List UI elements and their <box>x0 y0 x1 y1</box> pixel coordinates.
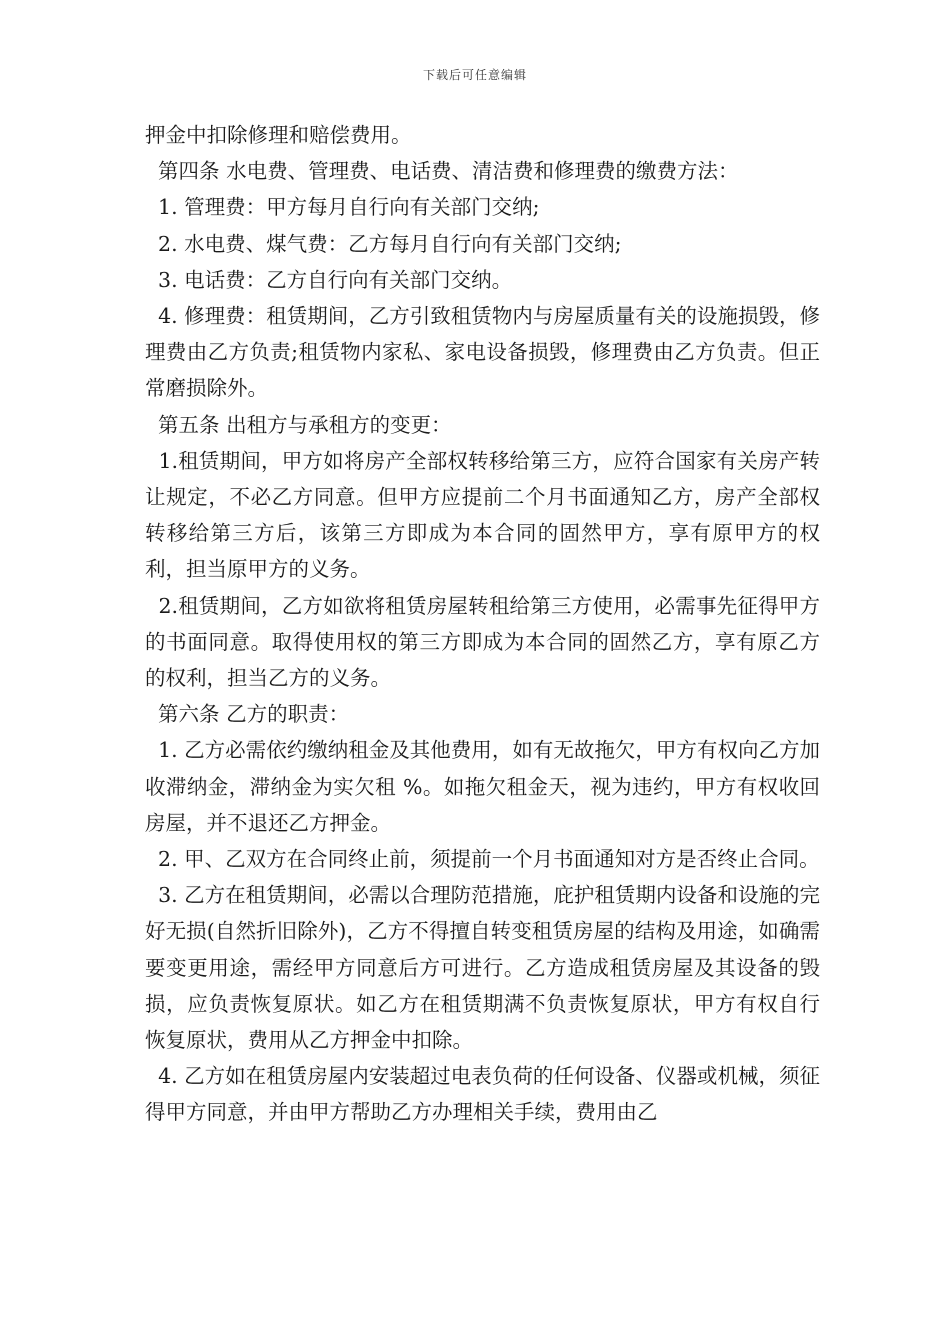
paragraph: 4. 修理费：租赁期间，乙方引致租赁物内与房屋质量有关的设施损毁，修理费由乙方负责;租赁物内家私、家电设备损毁，修理费由乙方负责。但正常磨损除外。 <box>145 304 820 401</box>
paragraph: 2. 水电费、煤气费：乙方每月自行向有关部门交纳; <box>145 231 622 256</box>
paragraph: 1.租赁期间，甲方如将房产全部权转移给第三方，应符合国家有关房产转让规定，不必乙方同意。但甲方应提前二个月书面通知乙方，房产全部权转移给第三方后，该第三方即成为本合同的固然甲方，享有原甲方的权利，担当原甲方的义务。 <box>145 448 820 582</box>
page-header: 下载后可任意编辑 <box>422 68 527 82</box>
article-heading: 第六条 乙方的职责： <box>145 702 350 727</box>
paragraph: 3. 乙方在租赁期间，必需以合理防范措施，庇护租赁期内设备和设施的完好无损(自然折旧除外)，乙方不得擅自转变租赁房屋的结构及用途，如确需要变更用途，需经甲方同意后方可进行。乙方造成租赁房屋及其设备的毁损，应负责恢复原状。如乙方在租赁期满不负责恢复原状，甲方有权自行恢复原状，费用从乙方押金中扣除。 <box>145 883 820 1053</box>
article-heading: 第五条 出租方与承租方的变更： <box>145 412 452 437</box>
article-heading: 第四条 水电费、管理费、电话费、清洁费和修理费的缴费方法： <box>145 159 739 184</box>
paragraph: 2.租赁期间，乙方如欲将租赁房屋转租给第三方使用，必需事先征得甲方的书面同意。取得使用权的第三方即成为本合同的固然乙方，享有原乙方的权利，担当乙方的义务。 <box>145 593 820 691</box>
document-body <box>145 117 820 1131</box>
paragraph: 2. 甲、乙双方在合同终止前，须提前一个月书面通知对方是否终止合同。 <box>145 847 820 872</box>
paragraph: 1. 乙方必需依约缴纳租金及其他费用，如有无故拖欠，甲方有权向乙方加收滞纳金，滞纳金为实欠租 %。如拖欠租金天，视为违约，甲方有权收回房屋，并不退还乙方押金。 <box>145 738 820 835</box>
paragraph: 4. 乙方如在租赁房屋内安装超过电表负荷的任何设备、仪器或机械，须征得甲方同意，并由甲方帮助乙方办理相关手续，费用由乙 <box>145 1064 820 1125</box>
paragraph: 1. 管理费：甲方每月自行向有关部门交纳; <box>145 195 540 220</box>
paragraph: 3. 电话费：乙方自行向有关部门交纳。 <box>145 267 513 292</box>
paragraph: 押金中扣除修理和赔偿费用。 <box>145 123 412 147</box>
